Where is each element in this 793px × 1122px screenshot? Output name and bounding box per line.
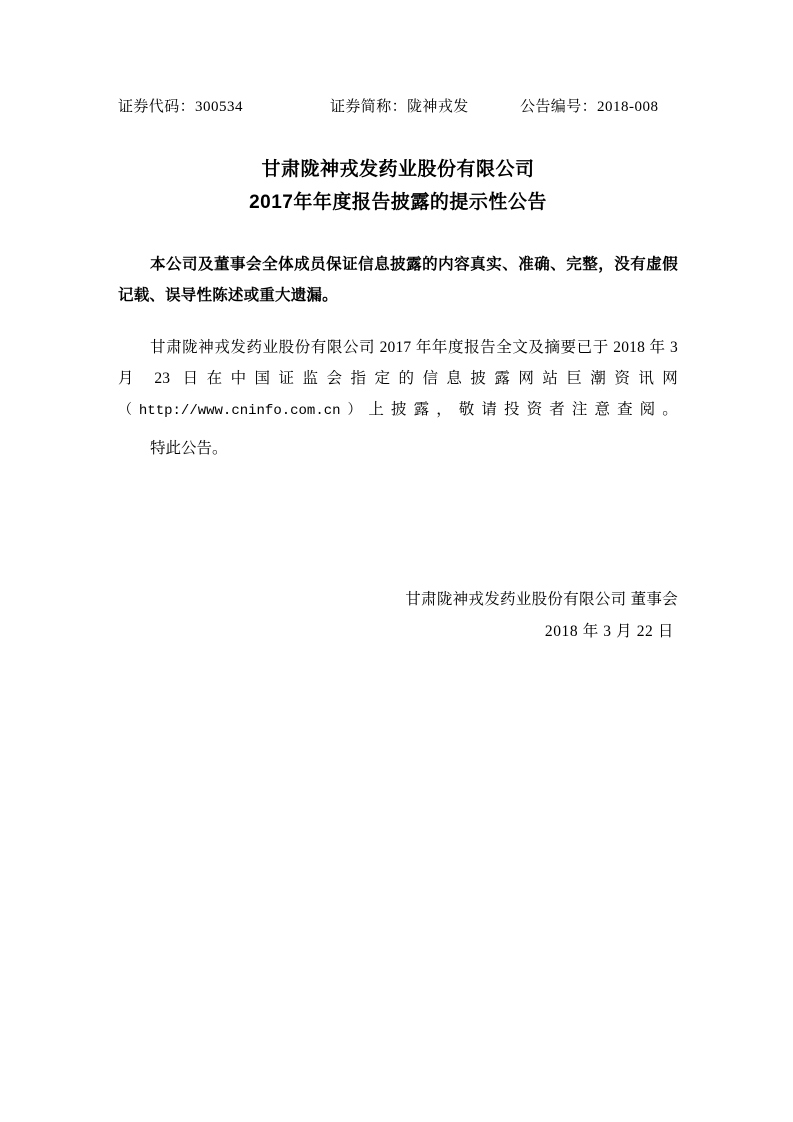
- security-abbreviation-label: 证券简称：: [330, 99, 408, 115]
- security-abbreviation: [330, 95, 520, 116]
- body-paragraph-1: [118, 332, 678, 427]
- signature-date: 2018 年 3 月 22 日: [544, 623, 674, 640]
- security-code-label: 证券代码：: [118, 99, 196, 115]
- disclosure-statement: 本公司及董事会全体成员保证信息披露的内容真实、准确、完整，没有虚假记载、误导性陈述或重大遗漏。: [118, 256, 678, 304]
- cninfo-website-url: （http://www.cninfo.com.cn）: [118, 403, 369, 419]
- body-paragraph-1-text-after-url: 上披露，敬请投资者注意查阅。: [368, 401, 678, 418]
- body-paragraph-1-text-before-url: 甘肃陇神戎发药业股份有限公司 2017 年年度报告全文及摘要已于 2018 年 3 月 23 日在中国证监会指定的信息披露网站巨潮资讯网: [118, 339, 678, 387]
- announcement-number-label: 公告编号：: [520, 99, 598, 115]
- signature-company: 甘肃陇神戎发药业股份有限公司 董事会: [405, 591, 678, 608]
- document-content: [118, 0, 678, 648]
- announcement-number-value: 2018-008: [597, 99, 659, 115]
- security-abbreviation-value: 陇神戎发: [407, 99, 469, 115]
- page-title-line-2: 2017年年度报告披露的提示性公告: [249, 192, 547, 213]
- announcement-number: [520, 95, 659, 116]
- page-title: [118, 153, 678, 219]
- signature-block: [118, 584, 678, 648]
- security-code: [118, 95, 330, 116]
- page-title-line-1: 甘肃陇神戎发药业股份有限公司: [261, 159, 535, 180]
- document-header-row: [118, 95, 678, 116]
- body-paragraph-2: 特此公告。: [150, 440, 228, 457]
- security-code-value: 300534: [195, 99, 244, 115]
